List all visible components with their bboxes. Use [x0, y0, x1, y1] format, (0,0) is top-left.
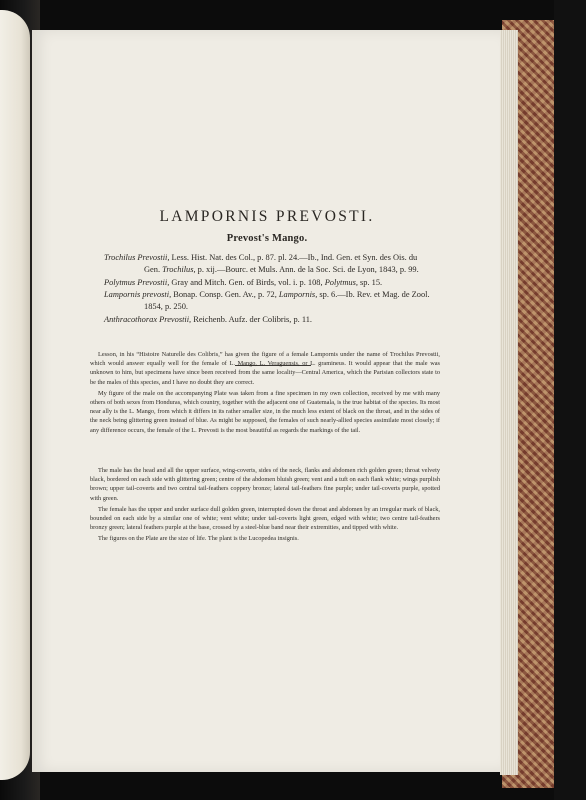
synonym-ref-cont: p. xij.—Bourc. et Muls. Ann. de la Soc. Sci. de Lyon, 1843, p. 99.	[197, 265, 419, 274]
synonym-ref-cont: 1854, p. 250.	[144, 302, 188, 311]
paragraph: Lesson, in his “Histoire Naturelle des Colibris,” has given the figure of a female Lampornis under the name of Trochilus Prevostii, which would answer equally well for the female of L. Mango, L. Veraguensis, or L. gramineus. It would appear that the male was unknown to him, but specimens have since been received from the same locality—Central America, which the Parisian collectors state to be the males of this species, and I have no doubt they are correct.	[90, 351, 440, 386]
background-right	[554, 0, 586, 800]
synonym-ref: sp. 6.—Ib. Rev. et Mag. de Zool.	[319, 290, 430, 299]
synonym-genus: Trochilus,	[162, 265, 196, 274]
synonym-entry	[104, 314, 454, 326]
synonym-name: Anthracothorax Prevostii,	[104, 315, 192, 324]
synonym-entry	[104, 277, 454, 289]
synonym-ref: Reichenb. Aufz. der Colibris, p. 11.	[193, 315, 313, 324]
page-title: LAMPORNIS PREVOSTI.	[159, 208, 375, 225]
synonym-name: Trochilus Prevostii,	[104, 253, 170, 262]
synonym-name: Lampornis prevosti,	[104, 290, 172, 299]
synonym-entry	[104, 289, 454, 313]
page-stack-edges	[500, 30, 518, 775]
page-subtitle: Prevost's Mango.	[226, 233, 308, 244]
synonym-genus: Polytmus,	[324, 278, 358, 287]
paragraph: My figure of the male on the accompanying Plate was taken from a fine specimen in my own collection, received by me with many others of both sexes from Honduras, which country, together with the adjacent one of Guatemala, is the true habitat of the species. Its most near ally is the L. Mango, from which it differs in its rather smaller size, in the much less extent of black on the throat, and in the sides of the neck being glittering green instead of blue. As might be supposed, the females of such nearly-allied species assimilate most closely; if any difference occurs, the female of the L. Prevosti is the most beautiful as regards the markings of the tail.	[90, 389, 440, 434]
synonym-entry	[104, 252, 454, 276]
description-block-1	[90, 350, 440, 437]
book-page	[32, 30, 502, 772]
paragraph: The male has the head and all the upper surface, wing-coverts, sides of the neck, flanks and abdomen rich golden green; throat velvety black, bordered on each side with glittering green; centre of the abdomen bluish green; vent and a tuft on each flank white; wings purplish brown; upper tail-coverts and two central tail-feathers coppery bronze; lateral tail-feathers fine purple; under tail-coverts purple, spotted with green.	[90, 467, 440, 502]
synonym-ref-cont: Gen.	[144, 265, 161, 274]
paragraph: The female has the upper and under surface dull golden green, interrupted down the throat and abdomen by an irregular mark of black, bounded on each side by a similar one of white; vent white; under tail-coverts light green, edged with white; two centre tail-feathers bronzy green; lateral feathers purple at the base, crossed by a steel-blue band near their extremities, and tipped with white.	[90, 505, 440, 532]
paragraph: The figures on the Plate are the size of life. The plant is the Lucopedea insignis.	[98, 535, 299, 543]
synonym-ref: Bonap. Consp. Gen. Av., p. 72,	[173, 290, 277, 299]
left-page-curl	[0, 10, 30, 780]
synonym-ref: Gray and Mitch. Gen. of Birds, vol. i. p. 108,	[171, 278, 323, 287]
description-block-2	[90, 466, 440, 546]
synonym-ref: sp. 15.	[360, 278, 383, 287]
synonym-ref: Less. Hist. Nat. des Col., p. 87. pl. 24.—Ib., Ind. Gen. et Syn. des Ois. du	[171, 253, 418, 262]
synonym-genus: Lampornis,	[278, 290, 318, 299]
synonym-name: Polytmus Prevostii,	[104, 278, 170, 287]
